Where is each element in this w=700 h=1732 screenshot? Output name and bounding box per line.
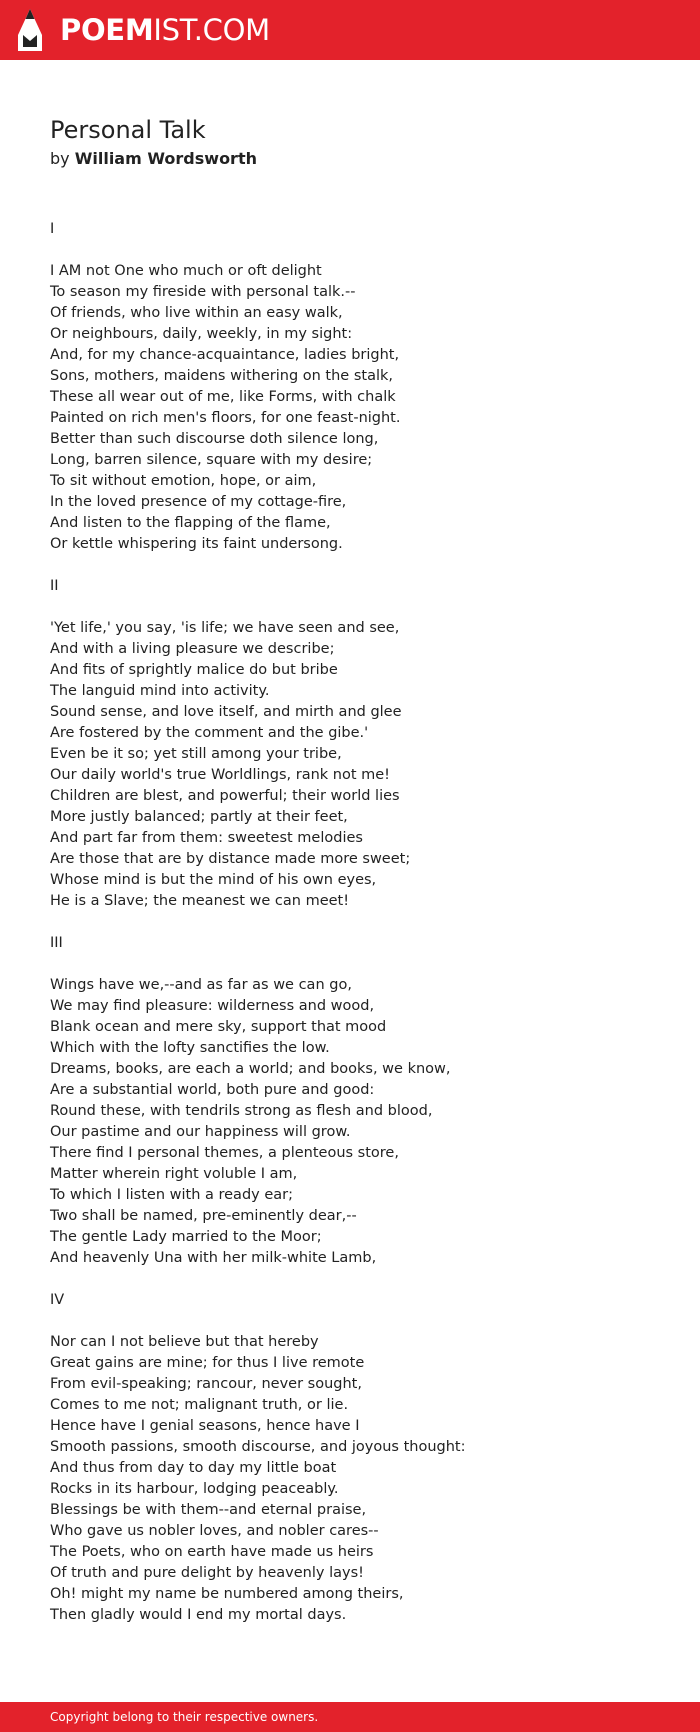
poem-line: Children are blest, and powerful; their world lies (50, 788, 400, 804)
poem-line: Are a substantial world, both pure and good: (50, 1082, 375, 1098)
poem-line: Rocks in its harbour, lodging peaceably. (50, 1481, 339, 1497)
poem-line: In the loved presence of my cottage-fire, (50, 494, 347, 510)
poem-line: Better than such discourse doth silence long, (50, 431, 379, 447)
poem-line: Matter wherein right voluble I am, (50, 1166, 298, 1182)
poem-line: Our daily world's true Worldlings, rank not me! (50, 767, 390, 783)
poem-line: To sit without emotion, hope, or aim, (50, 473, 317, 489)
stanza-numeral: I (50, 221, 55, 237)
poem-line: Long, barren silence, square with my desire; (50, 452, 373, 468)
poem-line: Nor can I not believe but that hereby (50, 1334, 319, 1350)
poem-line: Of truth and pure delight by heavenly lays! (50, 1565, 364, 1581)
stanza (50, 975, 670, 1269)
poem-line: These all wear out of me, like Forms, with chalk (50, 389, 396, 405)
poem-line: And with a living pleasure we describe; (50, 641, 335, 657)
poem-line: We may find pleasure: wilderness and wood, (50, 998, 375, 1014)
poem-line: The Poets, who on earth have made us heirs (50, 1544, 374, 1560)
poem-line: To season my fireside with personal talk.-- (50, 284, 356, 300)
poem-title: Personal Talk (50, 116, 206, 144)
stanza-numeral: III (50, 935, 63, 951)
poem-line: Hence have I genial seasons, hence have I (50, 1418, 360, 1434)
stanza (50, 618, 670, 912)
poem-line: Even be it so; yet still among your tribe, (50, 746, 342, 762)
poem-line: More justly balanced; partly at their feet, (50, 809, 348, 825)
pencil-icon[interactable] (18, 9, 42, 51)
poem-line: He is a Slave; the meanest we can meet! (50, 893, 350, 909)
poem-body (50, 219, 670, 1647)
stanza (50, 1332, 670, 1626)
poem-line: Wings have we,--and as far as we can go, (50, 977, 352, 993)
poem-line: Are those that are by distance made more sweet; (50, 851, 411, 867)
poem-line: Or neighbours, daily, weekly, in my sight: (50, 326, 353, 342)
site-footer (0, 1702, 700, 1732)
poem-line: I AM not One who much or oft delight (50, 263, 322, 279)
copyright-text: Copyright belong to their respective owners. (50, 1710, 319, 1724)
poem-line: And listen to the flapping of the flame, (50, 515, 331, 531)
poem-line: Two shall be named, pre-eminently dear,-- (50, 1208, 357, 1224)
poem-line: 'Yet life,' you say, 'is life; we have seen and see, (50, 620, 400, 636)
poem-line: And fits of sprightly malice do but bribe (50, 662, 338, 678)
poem-line: Of friends, who live within an easy walk, (50, 305, 343, 321)
poem-line: Great gains are mine; for thus I live remote (50, 1355, 365, 1371)
byline (50, 148, 257, 170)
poem-line: Dreams, books, are each a world; and books, we know, (50, 1061, 451, 1077)
logo-bold-text: POEM (60, 13, 154, 47)
poem-line: Oh! might my name be numbered among theirs, (50, 1586, 404, 1602)
stanza-numeral: II (50, 578, 59, 594)
poem-line: And part far from them: sweetest melodies (50, 830, 363, 846)
poem-line: Blank ocean and mere sky, support that mood (50, 1019, 387, 1035)
poem-line: Which with the lofty sanctifies the low. (50, 1040, 330, 1056)
stanza (50, 261, 670, 555)
poem-line: Or kettle whispering its faint undersong. (50, 536, 343, 552)
by-label: by (50, 149, 70, 168)
poem-line: The gentle Lady married to the Moor; (50, 1229, 322, 1245)
poem-line: And heavenly Una with her milk-white Lamb, (50, 1250, 377, 1266)
poem-line: There find I personal themes, a plenteous store, (50, 1145, 399, 1161)
poem-line: And thus from day to day my little boat (50, 1460, 337, 1476)
poem-line: Painted on rich men's floors, for one feast-night. (50, 410, 401, 426)
poem-line: Are fostered by the comment and the gibe.' (50, 725, 369, 741)
author-name: William Wordsworth (74, 149, 257, 168)
poem-line: Sons, mothers, maidens withering on the stalk, (50, 368, 393, 384)
stanza-numeral: IV (50, 1292, 65, 1308)
poem-line: From evil-speaking; rancour, never sought, (50, 1376, 362, 1392)
poem-line: Blessings be with them--and eternal praise, (50, 1502, 367, 1518)
poem-line: Our pastime and our happiness will grow. (50, 1124, 351, 1140)
poem-line: Smooth passions, smooth discourse, and joyous thought: (50, 1439, 466, 1455)
poem-line: Comes to me not; malignant truth, or lie. (50, 1397, 349, 1413)
poem-line: The languid mind into activity. (50, 683, 270, 699)
site-logo[interactable] (60, 10, 270, 50)
poem-line: To which I listen with a ready ear; (50, 1187, 293, 1203)
logo-rest-text: IST.COM (153, 13, 270, 47)
poem-line: Who gave us nobler loves, and nobler cares-- (50, 1523, 379, 1539)
site-header (0, 0, 700, 60)
poem-line: Then gladly would I end my mortal days. (50, 1607, 347, 1623)
poem-line: Sound sense, and love itself, and mirth and glee (50, 704, 402, 720)
poem-line: Round these, with tendrils strong as flesh and blood, (50, 1103, 433, 1119)
poem-line: Whose mind is but the mind of his own eyes, (50, 872, 377, 888)
poem-line: And, for my chance-acquaintance, ladies bright, (50, 347, 400, 363)
